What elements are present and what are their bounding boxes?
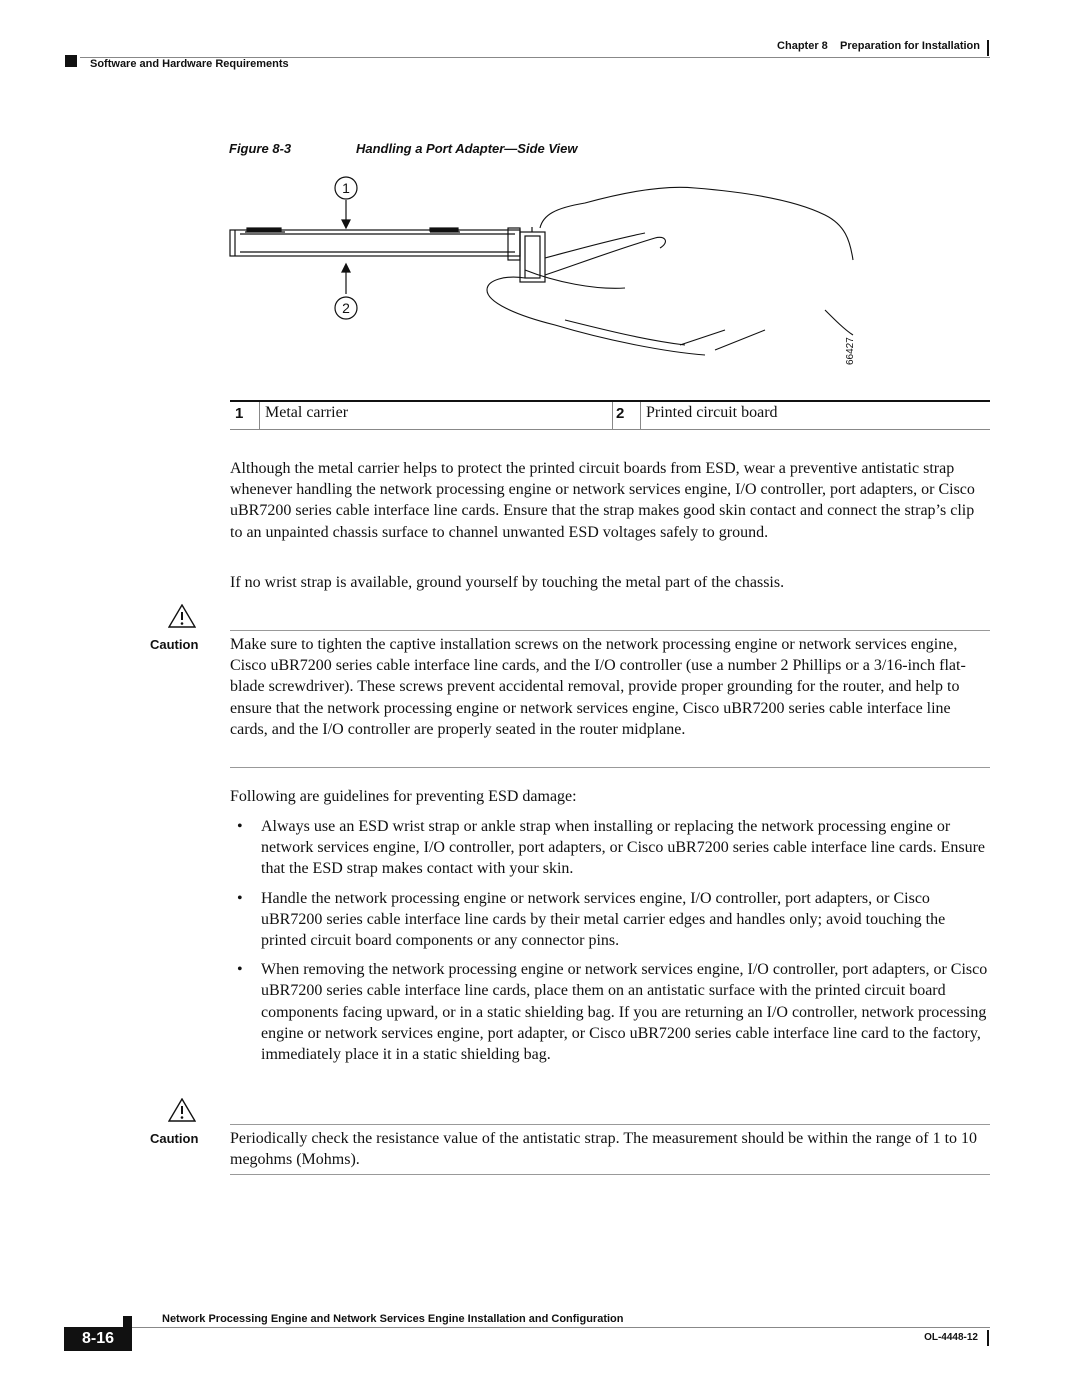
callout-number-2: 2 — [342, 300, 350, 316]
caution-warning-icon — [168, 1098, 196, 1122]
art-id: 66427 — [845, 337, 856, 365]
guideline-list — [230, 816, 990, 1073]
port-adapter-board — [230, 228, 520, 256]
legend-top-rule — [230, 400, 990, 402]
legend-number: 2 — [616, 405, 625, 422]
caution-label: Caution — [150, 1131, 199, 1146]
header-bar-mark — [987, 40, 989, 56]
legend-number: 1 — [235, 405, 244, 422]
legend-divider — [640, 402, 641, 429]
footer-bar-mark — [987, 1330, 989, 1346]
list-item: • Always use an ESD wrist strap or ankle strap when installing or replacing the network processing engine or network services engine, I/O controller, port adapters, or Cisco uBR7200 series cable interface line cards. Ensure that the ESD strap makes contact with your skin. — [237, 818, 985, 878]
legend-bottom-rule — [230, 429, 990, 430]
callout-number-1: 1 — [342, 180, 350, 196]
body-paragraph: If no wrist strap is available, ground yourself by touching the metal part of the chassis. — [230, 574, 785, 591]
running-header-section: Software and Hardware Requirements — [90, 58, 289, 70]
figure-label: Figure 8-3 — [229, 141, 292, 156]
caution-warning-icon — [168, 604, 196, 628]
list-item: • Handle the network processing engine or network services engine, I/O controller, port adapters, or Cisco uBR7200 series cable interface line cards by their metal carrier edges and handles only; avoid touching the printed circuit board components or any connector pins. — [237, 889, 946, 950]
legend-divider — [259, 402, 260, 429]
port-adapter-handle — [508, 227, 545, 282]
body-paragraph: Following are guidelines for preventing ESD damage: — [230, 788, 577, 805]
bullet: • — [237, 961, 243, 979]
port-adapter-side-view-illustration — [225, 170, 865, 385]
header-square-mark — [65, 55, 77, 67]
hand-outline — [487, 187, 853, 355]
caution-text: Make sure to tighten the captive installation screws on the network processing engine or network services engine, Cisco uBR7200 series cable interface line cards, and the I/O controller (use a number 2 Phillips or a 3/16-inch flat-blade screwdriver). These screws prevent accidental removal, provide proper grounding for the router, and help to ensure that the network processing engine or network services engine, Cisco uBR7200 series cable interface line cards, and the I/O controller are properly seated in the router midplane. — [230, 636, 966, 738]
legend-text: Metal carrier — [265, 404, 349, 421]
document-id: OL-4448-12 — [924, 1332, 978, 1343]
callout-arrow-1 — [342, 200, 350, 228]
bullet: • — [237, 889, 243, 907]
caution-top-rule — [230, 630, 990, 631]
footer-title: Network Processing Engine and Network Services Engine Installation and Configuration — [162, 1313, 624, 1325]
list-item: • When removing the network processing engine or network services engine, I/O controller, port adapters, or Cisco uBR7200 series cable interface line cards, place them on an antistatic surface with the printed circuit board components facing upward, or in a static shielding bag. If you are returning an I/O controller, network processing engine or network services engine, port adapter, or Cisco uBR7200 series cable interface line card to the factory, immediately place it in a static shielding bag. — [237, 961, 988, 1064]
footer-rule — [80, 1327, 990, 1328]
legend-text: Printed circuit board — [646, 404, 778, 421]
caution-top-rule — [230, 1124, 990, 1125]
legend-divider — [612, 402, 613, 429]
caution-bottom-rule — [230, 767, 990, 768]
page-number: 8-16 — [64, 1327, 132, 1351]
bullet: • — [237, 818, 243, 835]
caution-text: Periodically check the resistance value of the antistatic strap. The measurement should be within the range of 1 to 10 megohms (Mohms). — [230, 1130, 978, 1169]
figure-title: Handling a Port Adapter—Side View — [356, 141, 578, 156]
callout-arrow-2 — [342, 264, 350, 294]
caution-label: Caution — [150, 637, 199, 652]
body-paragraph: Although the metal carrier helps to protect the printed circuit boards from ESD, wear a preventive antistatic strap whenever handling the network processing engine or network services engine, I/O controller, port adapters, or Cisco uBR7200 series cable interface line cards. Ensure that the strap makes good skin contact and connect the strap’s clip to an unpainted chassis surface to channel unwanted ESD voltages safely to ground. — [230, 460, 975, 541]
running-header-chapter: Chapter 8 Preparation for Installation — [777, 40, 980, 52]
caution-bottom-rule — [230, 1174, 990, 1175]
